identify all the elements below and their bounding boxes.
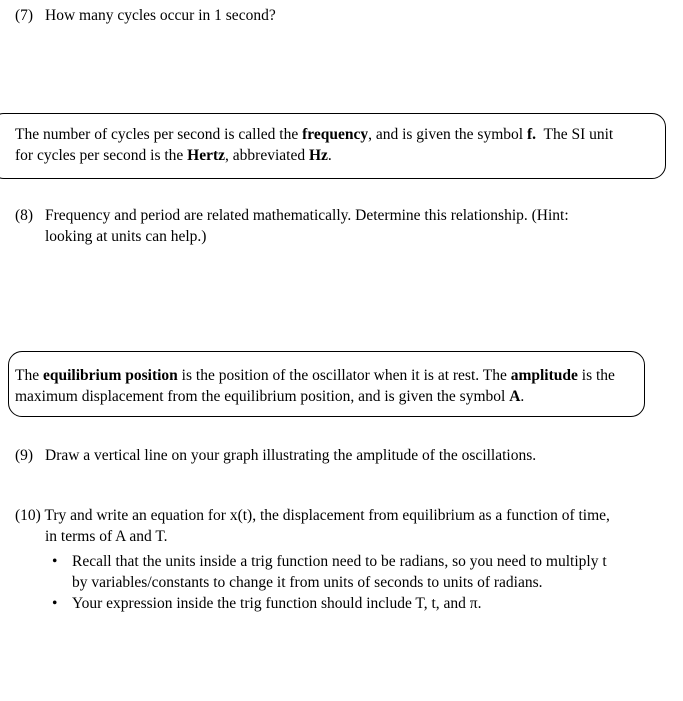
question-8-line-2: looking at units can help.) bbox=[45, 228, 207, 245]
question-8 bbox=[15, 205, 645, 247]
question-10-line-2: in terms of A and T. bbox=[45, 528, 168, 545]
bullet-icon: • bbox=[52, 553, 58, 570]
question-8-number: (8) bbox=[15, 207, 34, 224]
amplitude-definition-line-2: maximum displacement from the equilibrium position, and is given the symbol A. bbox=[15, 388, 525, 405]
question-10-hints bbox=[15, 551, 645, 614]
symbol-a: A bbox=[509, 388, 521, 405]
frequency-definition-line-2: for cycles per second is the Hertz, abbreviated Hz. bbox=[15, 147, 332, 164]
question-7-number: (7) bbox=[15, 7, 34, 24]
question-9-number: (9) bbox=[15, 447, 34, 464]
question-10-number: (10) bbox=[15, 507, 41, 524]
term-hertz: Hertz bbox=[187, 147, 226, 164]
question-8-line-1: Frequency and period are related mathematically. Determine this relationship. (Hint: bbox=[45, 207, 569, 224]
question-7-text: How many cycles occur in 1 second? bbox=[45, 7, 276, 24]
term-equilibrium-position: equilibrium position bbox=[42, 367, 178, 384]
question-9-text: Draw a vertical line on your graph illustrating the amplitude of the oscillations. bbox=[45, 447, 537, 464]
amplitude-definition-text bbox=[15, 365, 645, 407]
hint-item bbox=[15, 593, 645, 614]
amplitude-definition-line-1: The equilibrium position is the position of the oscillator when it is at rest. The amplitude is the bbox=[15, 367, 615, 384]
bullet-icon: • bbox=[52, 595, 58, 612]
question-10 bbox=[15, 505, 645, 614]
question-9 bbox=[15, 445, 645, 466]
symbol-hz: Hz bbox=[308, 147, 328, 164]
frequency-definition-line-1: The number of cycles per second is called the frequency, and is given the symbol f. The SI unit bbox=[15, 126, 614, 143]
frequency-definition-text bbox=[15, 124, 655, 166]
hint-2-line-1: Your expression inside the trig function should include T, t, and π. bbox=[72, 595, 482, 612]
symbol-f: f. bbox=[526, 126, 537, 143]
question-7 bbox=[15, 5, 645, 26]
hint-1-line-1: Recall that the units inside a trig function need to be radians, so you need to multiply t bbox=[72, 553, 607, 570]
hint-1-line-2: by variables/constants to change it from units of seconds to units of radians. bbox=[72, 574, 543, 591]
term-amplitude: amplitude bbox=[510, 367, 578, 384]
question-10-line-1: Try and write an equation for x(t), the displacement from equilibrium as a function of time, bbox=[44, 507, 610, 524]
hint-item bbox=[15, 551, 645, 593]
term-frequency: frequency bbox=[302, 126, 369, 143]
